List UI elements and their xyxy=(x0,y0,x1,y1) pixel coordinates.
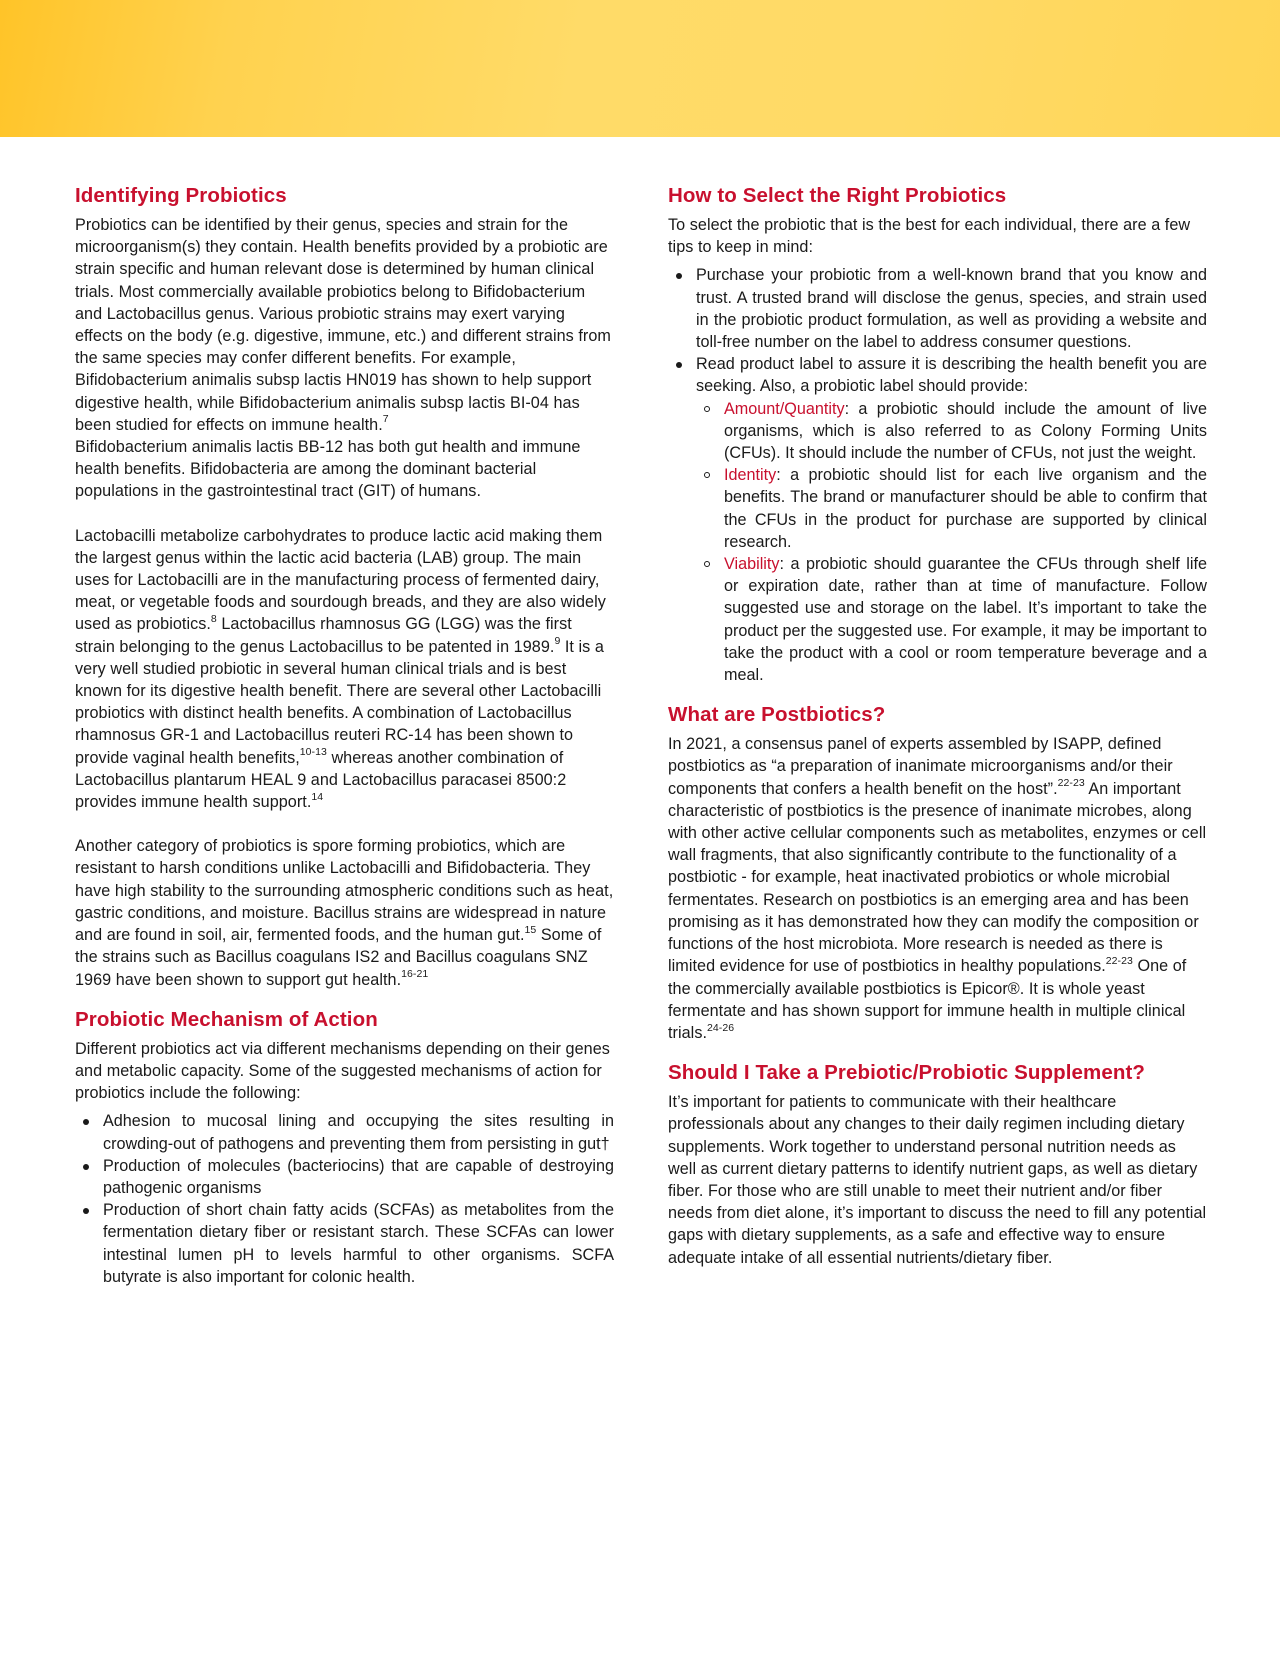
reference-superscript: 22-23 xyxy=(1057,777,1085,790)
reference-superscript: 7 xyxy=(382,413,389,426)
paragraph: Lactobacilli metabolize carbohydrates to produce lactic acid making them the largest genus within the lactic acid bacteria (LAB) group. The main uses for Lactobacilli are in the manufacturing process of fermented dairy, meat, or vegetable foods and sourdough breads, and they are also widely used as probiotics.$^8$ Lactobacillus rhamnosus GG (LGG) was the first strain belonging to the genus Lactobacillus to be patented in 1989.$^9$ It is a very well studied probiotic in several human clinical trials and is best known for its digestive health benefit. There are several other Lactobacilli probiotics with distinct health benefits. A combination of Lactobacillus rhamnosus GR-1 and Lactobacillus reuteri RC-14 has been shown to provide vaginal health benefits,$^{10-13}$ whereas another combination of Lactobacillus plantarum HEAL 9 and Lactobacillus paracasei 8500:2 provides immune health support.$^{14}$ xyxy=(75,526,606,812)
section-mechanism-of-action xyxy=(75,1007,614,1288)
reference-superscript: 15 xyxy=(524,923,537,936)
section-select-probiotics xyxy=(668,183,1207,686)
list-item: Adhesion to mucosal lining and occupying the sites resulting in crowding-out of pathogens and preventing them from persisting in gut† xyxy=(75,1110,614,1154)
left-column xyxy=(75,183,614,1288)
paragraph: In 2021, a consensus panel of experts assembled by ISAPP, defined postbiotics as “a preparation of inanimate microorganisms and/or their components that confers a health benefit on the host”.$^{22-23}$ An important characteristic of postbiotics is the presence of inanimate microbes, along with other active cellular components such as metabolites, enzymes or cell wall fragments, that also significantly contribute to the functionality of a postbiotic - for example, heat inactivated probiotics or whole microbial fermentates. Research on postbiotics is an emerging area and has been promising as it has demonstrated how they can modify the composition or functions of the host microbiota. More research is needed as there is limited evidence for use of postbiotics in healthy populations.$^{22-23}$ One of the commercially available postbiotics is Epicor®. It is whole yeast fermentate and has shown support for immune health in multiple clinical trials.$^{24-26}$ xyxy=(668,735,1207,1042)
mechanism-list xyxy=(75,1110,614,1288)
section-title: Should I Take a Prebiotic/Probiotic Supplement? xyxy=(668,1061,1146,1085)
section-title: Probiotic Mechanism of Action xyxy=(75,1007,378,1031)
reference-superscript: 9 xyxy=(554,635,561,648)
section-title: What are Postbiotics? xyxy=(668,703,886,727)
list-item: Read product label to assure it is describing the health benefit you are seeking. Also, a probiotic label should provide: Amount/Quantity: a probiotic should include the amount of live organisms, which is also referred to as Colony Forming Units (CFUs). It should include the number of CFUs, not just the weight. Identity: a probiotic should list for each live organism and the benefits. The brand or manufacturer should be able to confirm that the CFUs in the product for purchase are supported by clinical research. Viability: a probiotic should guarantee the CFUs through shelf life or expiration date, rather than at time of manufacture. Follow suggested use and storage on the label. It’s important to take the product per the suggested use. For example, it may be important to take the product with a cool or room temperature beverage and a meal. xyxy=(668,353,1207,686)
section-identifying-probiotics xyxy=(75,183,614,991)
list-item: Production of molecules (bacteriocins) that are capable of destroying pathogenic organisms xyxy=(75,1155,614,1199)
list-item: Amount/Quantity: a probiotic should include the amount of live organisms, which is also referred to as Colony Forming Units (CFUs). It should include the number of CFUs, not just the weight. xyxy=(696,398,1207,465)
reference-superscript: 8 xyxy=(210,613,217,626)
term-highlight: Amount/Quantity xyxy=(724,399,845,418)
label-requirements-list xyxy=(696,398,1207,687)
reference-superscript: 22-23 xyxy=(1105,954,1133,967)
paragraph: It’s important for patients to communicate with their healthcare professionals about any changes to their daily regimen including dietary supplements. Work together to understand personal nutrition needs as well as current dietary patterns to identify nutrient gaps, as well as dietary fiber. For those who are still unable to meet their nutrient and/or fiber needs from diet alone, it’s important to discuss the need to fill any potential gaps with dietary supplements, as a safe and effective way to ensure adequate intake of all essential nutrients/dietary fiber. xyxy=(668,1093,1207,1267)
paragraph: Different probiotics act via different mechanisms depending on their genes and metabolic capacity. Some of the suggested mechanisms of action for probiotics include the following: xyxy=(75,1039,610,1103)
list-item: Viability: a probiotic should guarantee the CFUs through shelf life or expiration date, rather than at time of manufacture. Follow suggested use and storage on the label. It’s important to take the product per the suggested use. For example, it may be important to take the product with a cool or room temperature beverage and a meal. xyxy=(696,553,1207,686)
header-banner xyxy=(0,0,1280,137)
reference-superscript: 10-13 xyxy=(299,746,327,759)
right-column xyxy=(668,183,1207,1269)
reference-superscript: 16-21 xyxy=(401,968,429,981)
section-title: How to Select the Right Probiotics xyxy=(668,184,1007,207)
reference-superscript: 14 xyxy=(311,790,324,803)
paragraph: Probiotics can be identified by their genus, species and strain for the microorganism(s) they contain. Health benefits provided by a probiotic are strain specific and human relevant dose is determined by human clinical trials. Most commercially available probiotics belong to Bifidobacterium and Lactobacillus genus. Various probiotic strains may exert varying effects on the body (e.g. digestive, immune, etc.) and different strains from the same species may confer different benefits. For example, Bifidobacterium animalis subsp lactis HN019 has shown to help support digestive health, while Bifidobacterium animalis subsp lactis BI-04 has been studied for effects on immune health.$^7$ Bifidobacterium animalis lactis BB-12 has both gut health and immune health benefits. Bifidobacteria are among the dominant bacterial populations in the gastrointestinal tract (GIT) of humans. xyxy=(75,216,611,501)
reference-superscript: 24-26 xyxy=(707,1021,735,1034)
paragraph: Another category of probiotics is spore forming probiotics, which are resistant to harsh conditions unlike Lactobacilli and Bifidobacteria. They have high stability to the surrounding atmospheric conditions such as heat, gastric conditions, and moisture. Bacillus strains are widespread in nature and are found in soil, air, fermented foods, and the human gut.$^{15}$ Some of the strains such as Bacillus coagulans IS2 and Bacillus coagulans SNZ 1969 have been shown to support gut health.$^{16-21}$ xyxy=(75,837,614,989)
section-supplement xyxy=(668,1060,1207,1269)
term-highlight: Identity xyxy=(724,466,777,485)
list-item: Identity: a probiotic should list for each live organism and the benefits. The brand or manufacturer should be able to confirm that the CFUs in the product for purchase are supported by clinical research. xyxy=(696,464,1207,553)
paragraph: To select the probiotic that is the best for each individual, there are a few tips to keep in mind: xyxy=(668,216,1191,257)
list-item: Purchase your probiotic from a well-known brand that you know and trust. A trusted brand will disclose the genus, species, and strain used in the probiotic product formulation, as well as providing a website and toll-free number on the label to address consumer questions. xyxy=(668,264,1207,353)
term-highlight: Viability xyxy=(724,555,780,574)
tips-list xyxy=(668,264,1207,686)
section-title: Identifying Probiotics xyxy=(75,184,287,207)
section-postbiotics xyxy=(668,702,1207,1044)
list-item: Production of short chain fatty acids (SCFAs) as metabolites from the fermentation dietary fiber or resistant starch. These SCFAs can lower intestinal lumen pH to levels harmful to other organisms. SCFA butyrate is also important for colonic health. xyxy=(75,1199,614,1288)
